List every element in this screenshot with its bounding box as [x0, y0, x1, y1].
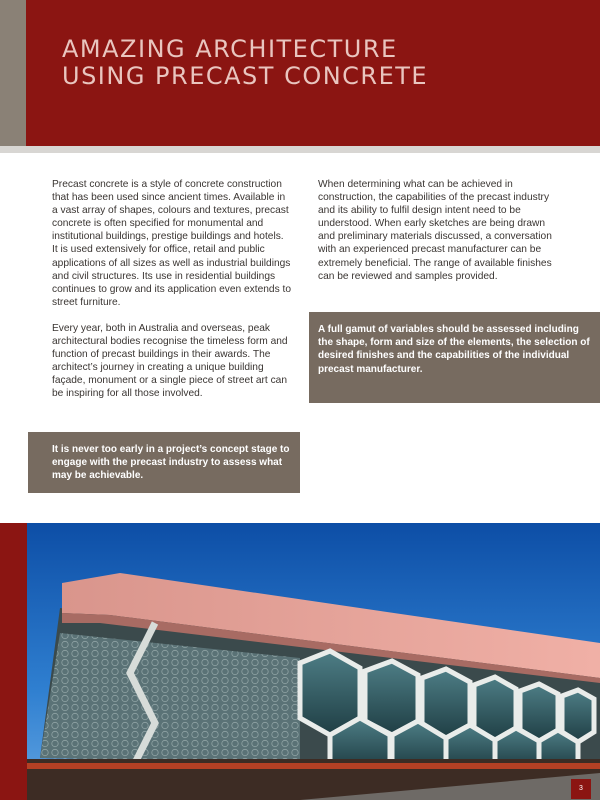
building-illustration — [0, 523, 600, 800]
right-column — [318, 178, 558, 283]
page-number: 3 — [571, 779, 591, 799]
divider-strip — [0, 146, 600, 153]
left-paragraph-2: Every year, both in Australia and overseas, peak architectural bodies recognise the timeless form and function of precast buildings in their awards. The architect’s journey in creating a unique building façade, monument or a single piece of street art can be inspiring for all those involved. — [52, 322, 288, 400]
right-paragraph-1: When determining what can be achieved in construction, the capabilities of the precast industry and its ability to fulfil design intent need to be understood. When early sketches are being drawn and preliminary materials discussed, a conversation with an experienced precast manufacturer can be extremely beneficial. The range of available finishes can be reviewed and samples provided. — [318, 179, 552, 282]
header-banner — [0, 0, 600, 146]
header-accent-bar — [0, 0, 26, 146]
garden-bed — [27, 763, 600, 769]
page-title — [62, 36, 428, 90]
callout-right — [309, 312, 600, 403]
photo-red-bar — [0, 523, 27, 800]
callout-right-text: A full gamut of variables should be assessed including the shape, form and size of the elements, the selection of desired finishes and the capabilities of the individual precast manufacturer. — [318, 324, 590, 375]
title-line-2: USING PRECAST CONCRETE — [62, 62, 429, 90]
left-column — [52, 178, 292, 401]
title-line-1: AMAZING ARCHITECTURE — [62, 35, 398, 63]
building-photo — [0, 523, 600, 800]
callout-left-text: It is never too early in a project’s concept stage to engage with the precast industry to assess what may be achievable. — [52, 444, 290, 482]
callout-left — [28, 432, 300, 493]
left-paragraph-1: Precast concrete is a style of concrete construction that has been used since ancient times. Available in a vast array of shapes, colours and textures, precast concrete is often specified for monumental and institutional buildings, prestige buildings and hotels. It is used extensively for office, retail and public applications of all sizes as well as industrial buildings and civil structures. Its use in residential buildings continues to grow and its application even extends to street furniture. — [52, 179, 291, 308]
